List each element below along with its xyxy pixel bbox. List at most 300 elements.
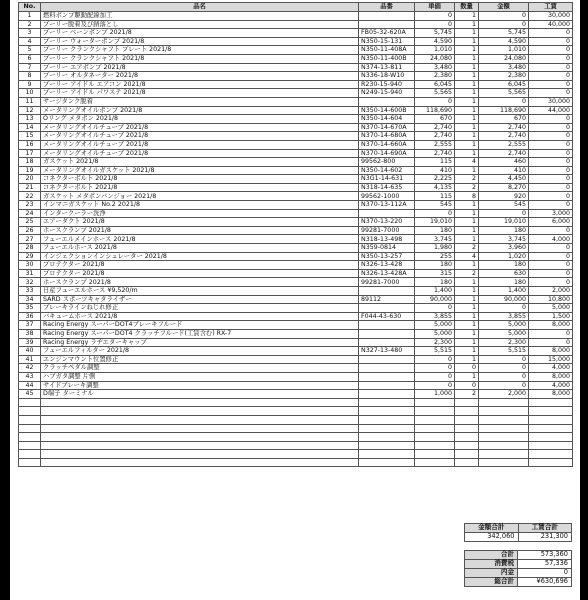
row-part (359, 390, 415, 399)
row-qty: 1 (455, 209, 479, 218)
row-work: 4,000 (529, 235, 573, 244)
row-qty: 1 (455, 295, 479, 304)
row-no: 22 (19, 192, 41, 201)
table-row (19, 261, 573, 270)
row-work: 8,000 (529, 390, 573, 399)
row-amount-empty (479, 398, 529, 407)
row-amount: 1,400 (479, 287, 529, 296)
row-work: 0 (529, 244, 573, 253)
row-name: Racing Energy スーパーDOT4 クラッチフルード(工賃含む) RX-7 (41, 329, 359, 338)
table-row (19, 46, 573, 55)
row-amount-empty (479, 407, 529, 416)
row-name-empty (41, 415, 359, 424)
row-amount: 0 (479, 12, 529, 21)
row-work: 30,000 (529, 12, 573, 21)
row-amount-empty (479, 450, 529, 459)
header-no: No. (19, 3, 41, 12)
row-no-empty (19, 415, 41, 424)
row-qty: 1 (455, 54, 479, 63)
row-qty: 1 (455, 46, 479, 55)
row-price: 6,045 (415, 80, 455, 89)
row-price: 0 (415, 372, 455, 381)
row-name: メータリングオイルチューブ 2021/8 (41, 123, 359, 132)
row-price: 4,135 (415, 183, 455, 192)
row-part-empty (359, 398, 415, 407)
row-qty: 2 (455, 390, 479, 399)
row-price: 0 (415, 381, 455, 390)
row-amount: 6,045 (479, 80, 529, 89)
row-part: N326-13-428A (359, 269, 415, 278)
row-work-empty (529, 424, 573, 433)
row-qty: 1 (455, 123, 479, 132)
row-name: エアーダクト 2021/8 (41, 218, 359, 227)
row-price: 410 (415, 166, 455, 175)
row-amount: 2,740 (479, 123, 529, 132)
row-part (359, 287, 415, 296)
row-part-empty (359, 407, 415, 416)
row-qty: 0 (455, 364, 479, 373)
summary-row (465, 551, 572, 560)
row-price: 0 (415, 304, 455, 313)
row-no: 9 (19, 80, 41, 89)
table-row (19, 312, 573, 321)
row-part (359, 338, 415, 347)
row-part (359, 20, 415, 29)
summary-table (464, 550, 572, 587)
row-part: 99281-7000 (359, 226, 415, 235)
row-part: R230-15-940 (359, 80, 415, 89)
row-part (359, 355, 415, 364)
row-amount: 3,855 (479, 312, 529, 321)
row-work: 0 (529, 80, 573, 89)
row-part (359, 372, 415, 381)
row-qty: 1 (455, 278, 479, 287)
table-row (19, 329, 573, 338)
row-no: 39 (19, 338, 41, 347)
row-price: 1,400 (415, 287, 455, 296)
row-no: 10 (19, 89, 41, 98)
table-header (19, 3, 573, 12)
row-amount: 2,000 (479, 390, 529, 399)
row-name: サージタンク脱着 (41, 97, 359, 106)
row-work: 0 (529, 261, 573, 270)
table-row (19, 72, 573, 81)
row-name: メータリングオイルポンプ 2021/8 (41, 106, 359, 115)
row-part (359, 304, 415, 313)
row-no: 30 (19, 261, 41, 270)
row-no: 12 (19, 106, 41, 115)
row-work: 0 (529, 54, 573, 63)
row-price: 4,590 (415, 37, 455, 46)
row-work: 0 (529, 226, 573, 235)
row-price: 180 (415, 226, 455, 235)
row-name: メータリングオイルチューブ 2021/8 (41, 132, 359, 141)
summary-row (465, 560, 572, 569)
row-no-empty (19, 407, 41, 416)
amount-total-value: 342,060 (465, 533, 519, 542)
row-no: 8 (19, 72, 41, 81)
row-name: プロテクター 2021/8 (41, 269, 359, 278)
row-name: コネクターボルト 2021/8 (41, 175, 359, 184)
row-no: 19 (19, 166, 41, 175)
row-no: 16 (19, 140, 41, 149)
table-row (19, 278, 573, 287)
row-amount-empty (479, 441, 529, 450)
row-price: 315 (415, 269, 455, 278)
row-price: 19,010 (415, 218, 455, 227)
row-price: 90,000 (415, 295, 455, 304)
row-work: 0 (529, 29, 573, 38)
row-price-empty (415, 441, 455, 450)
table-row (19, 54, 573, 63)
table-row (19, 123, 573, 132)
row-qty: 1 (455, 89, 479, 98)
table-row (19, 201, 573, 210)
row-price: 24,080 (415, 54, 455, 63)
row-amount: 410 (479, 166, 529, 175)
row-no: 20 (19, 175, 41, 184)
row-work: 0 (529, 278, 573, 287)
blank-row (19, 398, 573, 407)
row-amount-empty (479, 424, 529, 433)
row-amount: 5,000 (479, 329, 529, 338)
table-row (19, 37, 573, 46)
row-price: 0 (415, 364, 455, 373)
row-qty: 1 (455, 355, 479, 364)
row-name: プーリー オルタネーター 2021/8 (41, 72, 359, 81)
row-qty: 2 (455, 183, 479, 192)
row-amount: 920 (479, 192, 529, 201)
row-price-empty (415, 458, 455, 467)
row-price: 3,745 (415, 235, 455, 244)
row-no: 32 (19, 278, 41, 287)
deposit-value: 0 (518, 569, 572, 578)
row-price: 5,565 (415, 89, 455, 98)
row-no: 5 (19, 46, 41, 55)
subtotal-label: 合計 (465, 551, 518, 560)
summary-row (465, 578, 572, 587)
row-name: ホースクランプ 2021/8 (41, 226, 359, 235)
row-amount: 2,555 (479, 140, 529, 149)
row-part (359, 329, 415, 338)
row-amount: 3,745 (479, 235, 529, 244)
row-work: 0 (529, 175, 573, 184)
table-row (19, 140, 573, 149)
table-row (19, 364, 573, 373)
row-amount: 180 (479, 261, 529, 270)
row-part-empty (359, 415, 415, 424)
row-amount: 1,010 (479, 46, 529, 55)
row-part (359, 364, 415, 373)
row-no-empty (19, 398, 41, 407)
row-no: 17 (19, 149, 41, 158)
row-name: ハブガタ調整 片側 (41, 372, 359, 381)
row-amount: 2,380 (479, 72, 529, 81)
row-name: プーリー クランクシャフト 2021/8 (41, 54, 359, 63)
row-part (359, 321, 415, 330)
row-price: 255 (415, 252, 455, 261)
row-amount: 0 (479, 355, 529, 364)
row-name: フューエルホース 2021/8 (41, 244, 359, 253)
row-amount: 8,270 (479, 183, 529, 192)
row-part: 99562-800 (359, 158, 415, 167)
row-amount: 0 (479, 372, 529, 381)
row-part: N370-14-660A (359, 140, 415, 149)
row-qty: 1 (455, 166, 479, 175)
row-price: 2,380 (415, 72, 455, 81)
row-work: 0 (529, 46, 573, 55)
row-price: 1,010 (415, 46, 455, 55)
row-qty-empty (455, 458, 479, 467)
row-qty: 1 (455, 218, 479, 227)
row-qty: 1 (455, 304, 479, 313)
row-qty: 1 (455, 106, 479, 115)
row-qty-empty (455, 415, 479, 424)
row-name: プーリー ベーンポンプ 2021/8 (41, 29, 359, 38)
row-qty: 1 (455, 338, 479, 347)
row-no-empty (19, 458, 41, 467)
row-work: 0 (529, 63, 573, 72)
row-work: 30,000 (529, 97, 573, 106)
table-row (19, 12, 573, 21)
row-work: 3,000 (529, 209, 573, 218)
table-row (19, 175, 573, 184)
row-qty: 1 (455, 261, 479, 270)
row-no: 31 (19, 269, 41, 278)
row-part: 99562-1000 (359, 192, 415, 201)
row-name: SARD スポーツキャタライザー (41, 295, 359, 304)
row-no: 43 (19, 372, 41, 381)
row-no: 38 (19, 329, 41, 338)
row-amount: 24,080 (479, 54, 529, 63)
row-part: FB05-32-620A (359, 29, 415, 38)
row-qty-empty (455, 441, 479, 450)
row-no: 26 (19, 226, 41, 235)
totals-table (464, 523, 572, 542)
row-qty: 1 (455, 235, 479, 244)
row-no: 18 (19, 158, 41, 167)
row-price: 5,000 (415, 321, 455, 330)
row-qty: 1 (455, 12, 479, 21)
row-amount: 0 (479, 20, 529, 29)
row-work-empty (529, 415, 573, 424)
row-work: 4,000 (529, 381, 573, 390)
row-no: 37 (19, 321, 41, 330)
row-amount: 4,450 (479, 175, 529, 184)
row-part: N318-13-498 (359, 235, 415, 244)
blank-row (19, 424, 573, 433)
row-name: サイドブレーキ調整 (41, 381, 359, 390)
row-part: N370-14-680A (359, 132, 415, 141)
row-no: 4 (19, 37, 41, 46)
row-part: N336-18-W10 (359, 72, 415, 81)
row-no: 42 (19, 364, 41, 373)
row-name: ガスケット 2021/8 (41, 158, 359, 167)
row-name-empty (41, 433, 359, 442)
table-body (19, 12, 573, 467)
row-price: 2,740 (415, 123, 455, 132)
row-part: N350-14-600B (359, 106, 415, 115)
row-price-empty (415, 407, 455, 416)
row-name: インマニガスケット No.2 2021/8 (41, 201, 359, 210)
row-price-empty (415, 398, 455, 407)
row-no: 44 (19, 381, 41, 390)
row-no: 11 (19, 97, 41, 106)
row-qty: 1 (455, 347, 479, 356)
row-qty: 1 (455, 20, 479, 29)
row-no: 35 (19, 304, 41, 313)
row-price: 5,000 (415, 329, 455, 338)
table-row (19, 106, 573, 115)
blank-row (19, 407, 573, 416)
row-name: インタークーラー洗浄 (41, 209, 359, 218)
table-row (19, 244, 573, 253)
row-part: N359-0814 (359, 244, 415, 253)
row-name-empty (41, 398, 359, 407)
row-work: 0 (529, 132, 573, 141)
row-amount: 0 (479, 304, 529, 313)
row-work: 0 (529, 201, 573, 210)
row-qty: 1 (455, 321, 479, 330)
table-row (19, 347, 573, 356)
blank-row (19, 441, 573, 450)
header-row (19, 3, 573, 12)
row-amount: 460 (479, 158, 529, 167)
row-price: 0 (415, 97, 455, 106)
row-qty: 4 (455, 252, 479, 261)
row-name: インジェクションインシュレーター 2021/8 (41, 252, 359, 261)
row-price: 3,480 (415, 63, 455, 72)
row-work: 0 (529, 183, 573, 192)
row-qty: 2 (455, 244, 479, 253)
row-qty: 1 (455, 97, 479, 106)
row-price: 2,300 (415, 338, 455, 347)
row-amount: 118,690 (479, 106, 529, 115)
row-name: ガスケット メタポンバンジョー 2021/8 (41, 192, 359, 201)
row-work-empty (529, 398, 573, 407)
row-amount: 180 (479, 226, 529, 235)
row-price: 180 (415, 278, 455, 287)
row-no-empty (19, 433, 41, 442)
table-row (19, 89, 573, 98)
row-name: 燃料ポンプ駆動配線加工 (41, 12, 359, 21)
row-name: メータリングオイルチューブ 2021/8 (41, 140, 359, 149)
row-no: 28 (19, 244, 41, 253)
row-name-empty (41, 450, 359, 459)
row-part (359, 12, 415, 21)
row-name: プーリー クランクシャフト プレート 2021/8 (41, 46, 359, 55)
row-amount: 5,565 (479, 89, 529, 98)
row-name: プーリー アイドル エアコン 2021/8 (41, 80, 359, 89)
row-name: プーリー脱着及び錆落とし (41, 20, 359, 29)
row-qty-empty (455, 433, 479, 442)
row-no: 15 (19, 132, 41, 141)
row-work: 0 (529, 269, 573, 278)
blank-row (19, 415, 573, 424)
row-name-empty (41, 441, 359, 450)
row-work: 8,000 (529, 372, 573, 381)
row-qty: 1 (455, 329, 479, 338)
table-row (19, 355, 573, 364)
row-qty: 4 (455, 158, 479, 167)
row-work-empty (529, 441, 573, 450)
row-name: プロテクター 2021/8 (41, 261, 359, 270)
row-name: プーリー アイドル パワステ 2021/8 (41, 89, 359, 98)
grand-total-label: 総合計 (465, 578, 518, 587)
row-price: 2,740 (415, 132, 455, 141)
row-part: N318-14-635 (359, 183, 415, 192)
summary-row (465, 569, 572, 578)
row-no: 2 (19, 20, 41, 29)
row-qty: 1 (455, 115, 479, 124)
row-work: 1,500 (529, 312, 573, 321)
row-work: 5,000 (529, 304, 573, 313)
blank-row (19, 450, 573, 459)
row-work: 0 (529, 123, 573, 132)
row-qty-empty (455, 424, 479, 433)
row-part-empty (359, 458, 415, 467)
row-name: メータリングオイルチューブ 2021/8 (41, 149, 359, 158)
row-part (359, 97, 415, 106)
header-qty: 数量 (455, 3, 479, 12)
row-qty-empty (455, 398, 479, 407)
header-name: 品名 (41, 3, 359, 12)
row-price: 2,555 (415, 140, 455, 149)
row-amount: 0 (479, 209, 529, 218)
table-row (19, 226, 573, 235)
row-part: N350-11-408A (359, 46, 415, 55)
row-name: バキュームホース 2021/8 (41, 312, 359, 321)
table-row (19, 390, 573, 399)
row-qty: 1 (455, 37, 479, 46)
row-amount-empty (479, 415, 529, 424)
row-price: 180 (415, 261, 455, 270)
table-row (19, 115, 573, 124)
row-amount: 5,745 (479, 29, 529, 38)
row-name: Racing Energy スーパーDOT4ブレーキフルード (41, 321, 359, 330)
row-work-empty (529, 458, 573, 467)
header-work: 工賃 (529, 3, 573, 12)
row-amount: 2,300 (479, 338, 529, 347)
invoice-sheet (18, 2, 572, 467)
row-work: 15,000 (529, 355, 573, 364)
row-qty: 8 (455, 192, 479, 201)
table-row (19, 149, 573, 158)
row-no: 29 (19, 252, 41, 261)
row-price: 3,855 (415, 312, 455, 321)
row-qty: 1 (455, 72, 479, 81)
row-work: 2,000 (529, 287, 573, 296)
row-work-empty (529, 407, 573, 416)
table-row (19, 235, 573, 244)
row-name-empty (41, 424, 359, 433)
table-row (19, 166, 573, 175)
row-qty: 2 (455, 175, 479, 184)
row-amount: 4,590 (479, 37, 529, 46)
table-row (19, 183, 573, 192)
row-price: 2,225 (415, 175, 455, 184)
row-name: Racing Energy ラヂエターキャップ (41, 338, 359, 347)
row-name: ホースクランプ 2021/8 (41, 278, 359, 287)
row-work: 8,000 (529, 321, 573, 330)
row-no: 25 (19, 218, 41, 227)
row-price-empty (415, 433, 455, 442)
header-price: 単価 (415, 3, 455, 12)
row-part: N3G1-14-631 (359, 175, 415, 184)
row-price: 2,740 (415, 149, 455, 158)
row-no: 1 (19, 12, 41, 21)
row-part: N249-15-940 (359, 89, 415, 98)
